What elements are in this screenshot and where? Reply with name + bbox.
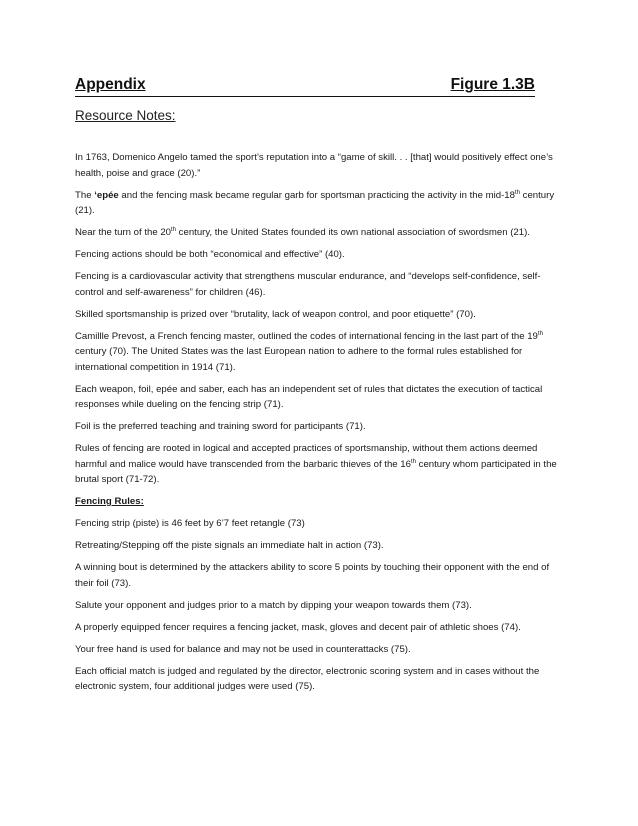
resource-notes-heading: Resource Notes: xyxy=(75,108,176,123)
paragraph-7: Camillle Prevost, a French fencing master, outlined the codes of international fencing in the last part of the 19th century (70). The United States was the last European nation to adhere to the formal rules established for international competition in 1914 (71). xyxy=(75,330,543,373)
paragraph-4: Fencing actions should be both “economical and effective” (40). xyxy=(75,249,345,260)
paragraph-3: Near the turn of the 20th century, the United States founded its own national association of swordsmen (21). xyxy=(75,226,530,238)
rule-7: Each official match is judged and regulated by the director, electronic scoring system and in cases without the electronic system, four additional judges were used (75). xyxy=(75,665,540,692)
paragraph-1: In 1763, Domenico Angelo tamed the sport’s reputation into a “game of skill. . . [that] would positively effect one’s health, poise and grace (20).” xyxy=(75,152,553,179)
rule-1: Fencing strip (piste) is 46 feet by 6’7 feet retangle (73) xyxy=(75,518,305,529)
paragraph-9: Foil is the preferred teaching and training sword for participants (71). xyxy=(75,421,366,432)
title-row xyxy=(75,76,535,97)
rule-2: Retreating/Stepping off the piste signals an immediate halt in action (73). xyxy=(75,540,384,551)
rule-3: A winning bout is determined by the attackers ability to score 5 points by touching their opponent with the end of their foil (73). xyxy=(75,562,550,589)
fencing-rules-heading: Fencing Rules: xyxy=(75,496,144,507)
appendix-title: Appendix xyxy=(75,76,146,93)
document-body xyxy=(75,150,563,701)
paragraph-2: The ‘epée and the fencing mask became regular garb for sportsman practicing the activity in the mid-18th century (21). xyxy=(75,189,555,216)
rule-5: A properly equipped fencer requires a fencing jacket, mask, gloves and decent pair of athletic shoes (74). xyxy=(75,621,521,633)
rule-6: Your free hand is used for balance and may not be used in counterattacks (75). xyxy=(75,643,411,655)
rule-4: Salute your opponent and judges prior to a match by dipping your weapon towards them (73). xyxy=(75,599,472,611)
paragraph-8: Each weapon, foil, epée and saber, each has an independent set of rules that dictates the execution of tactical responses while dueling on the fencing strip (71). xyxy=(75,383,543,410)
paragraph-6: Skilled sportsmanship is prized over “brutality, lack of weapon control, and poor etiquette” (70). xyxy=(75,308,476,320)
figure-label: Figure 1.3B xyxy=(450,76,535,93)
paragraph-10: Rules of fencing are rooted in logical and accepted practices of sportsmanship, without them actions deemed harmful and malice would have transcended from the barbaric thieves of the 16th century whom participated in the brutal sport (71-72). xyxy=(75,443,557,485)
paragraph-5: Fencing is a cardiovascular activity that strengthens muscular endurance, and “develops self-confidence, self-control and self-awareness” for children (46). xyxy=(75,271,541,298)
